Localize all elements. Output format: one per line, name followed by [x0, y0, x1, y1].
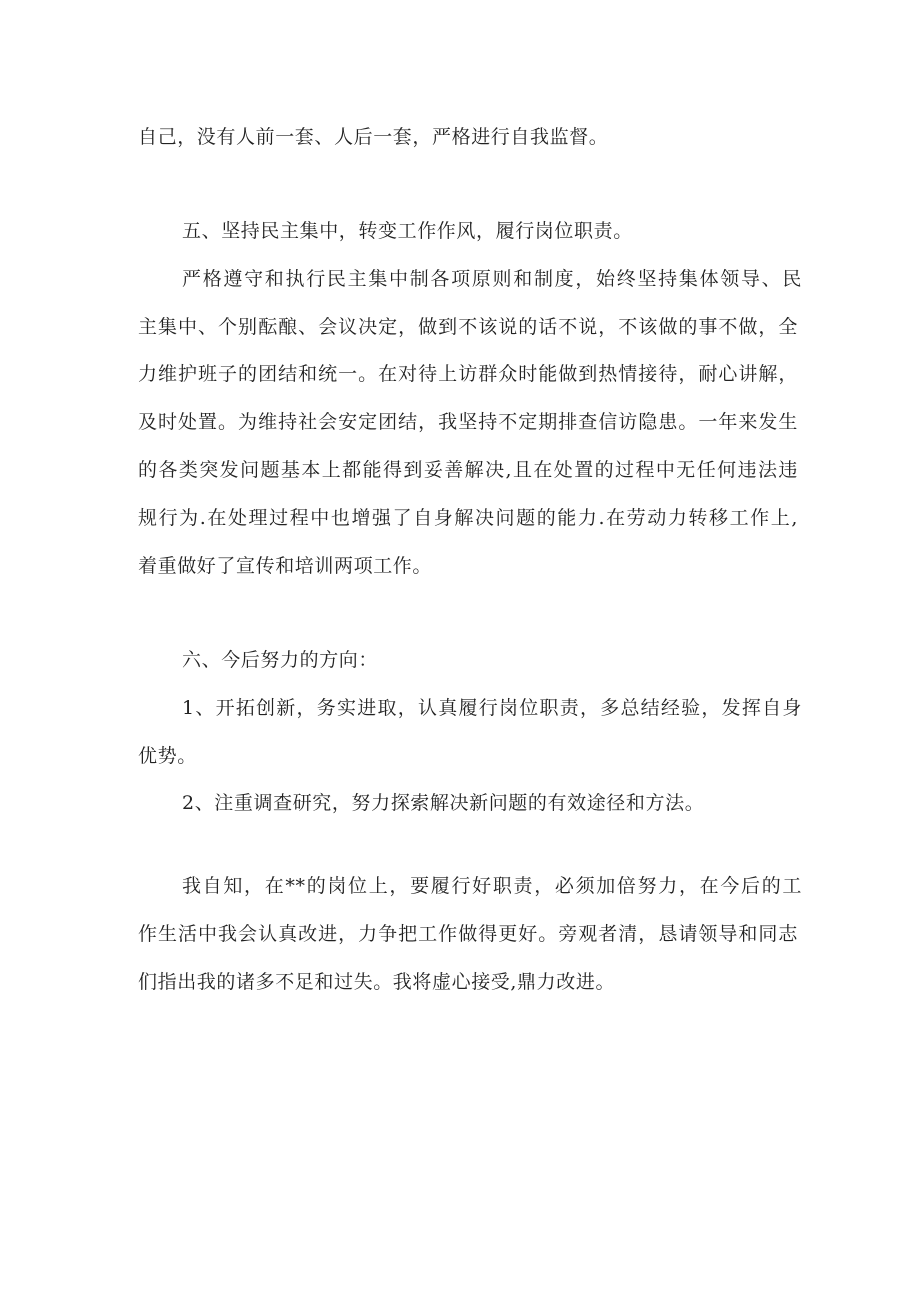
section-heading-6: 六、今后努力的方向： — [182, 649, 379, 671]
paragraph-line: 主集中、个别酝酿、会议决定，做到不该说的话不说，不该做的事不做，全 — [138, 316, 798, 338]
paragraph-line: 严格遵守和执行民主集中制各项原则和制度，始终坚持集体领导、民 — [182, 268, 802, 290]
paragraph-line: 力维护班子的团结和统一。在对待上访群众时能做到热情接待，耐心讲解， — [138, 363, 798, 385]
closing-paragraph-line: 作生活中我会认真改进，力争把工作做得更好。旁观者清，恳请领导和同志 — [138, 923, 798, 945]
paragraph-line: 自己，没有人前一套、人后一套，严格进行自我监督。 — [138, 126, 609, 148]
closing-paragraph-line: 我自知，在**的岗位上，要履行好职责，必须加倍努力，在今后的工 — [182, 875, 802, 897]
paragraph-line: 的各类突发问题基本上都能得到妥善解决,且在处置的过程中无任何违法违 — [138, 459, 798, 481]
paragraph-line: 规行为.在处理过程中也增强了自身解决问题的能力.在劳动力转移工作上, — [138, 507, 798, 529]
list-item-1: 1、开拓创新，务实进取，认真履行岗位职责，多总结经验，发挥自身 — [182, 697, 802, 719]
section-heading-5: 五、坚持民主集中，转变工作作风，履行岗位职责。 — [182, 220, 633, 242]
list-item-1-continuation: 优势。 — [138, 745, 197, 767]
paragraph-line: 及时处置。为维持社会安定团结，我坚持不定期排查信访隐患。一年来发生 — [138, 411, 798, 433]
paragraph-line: 着重做好了宣传和培训两项工作。 — [138, 555, 433, 577]
list-item-2: 2、注重调查研究，努力探索解决新问题的有效途径和方法。 — [182, 792, 705, 814]
closing-paragraph-line: 们指出我的诸多不足和过失。我将虚心接受,鼎力改进。 — [138, 971, 616, 993]
